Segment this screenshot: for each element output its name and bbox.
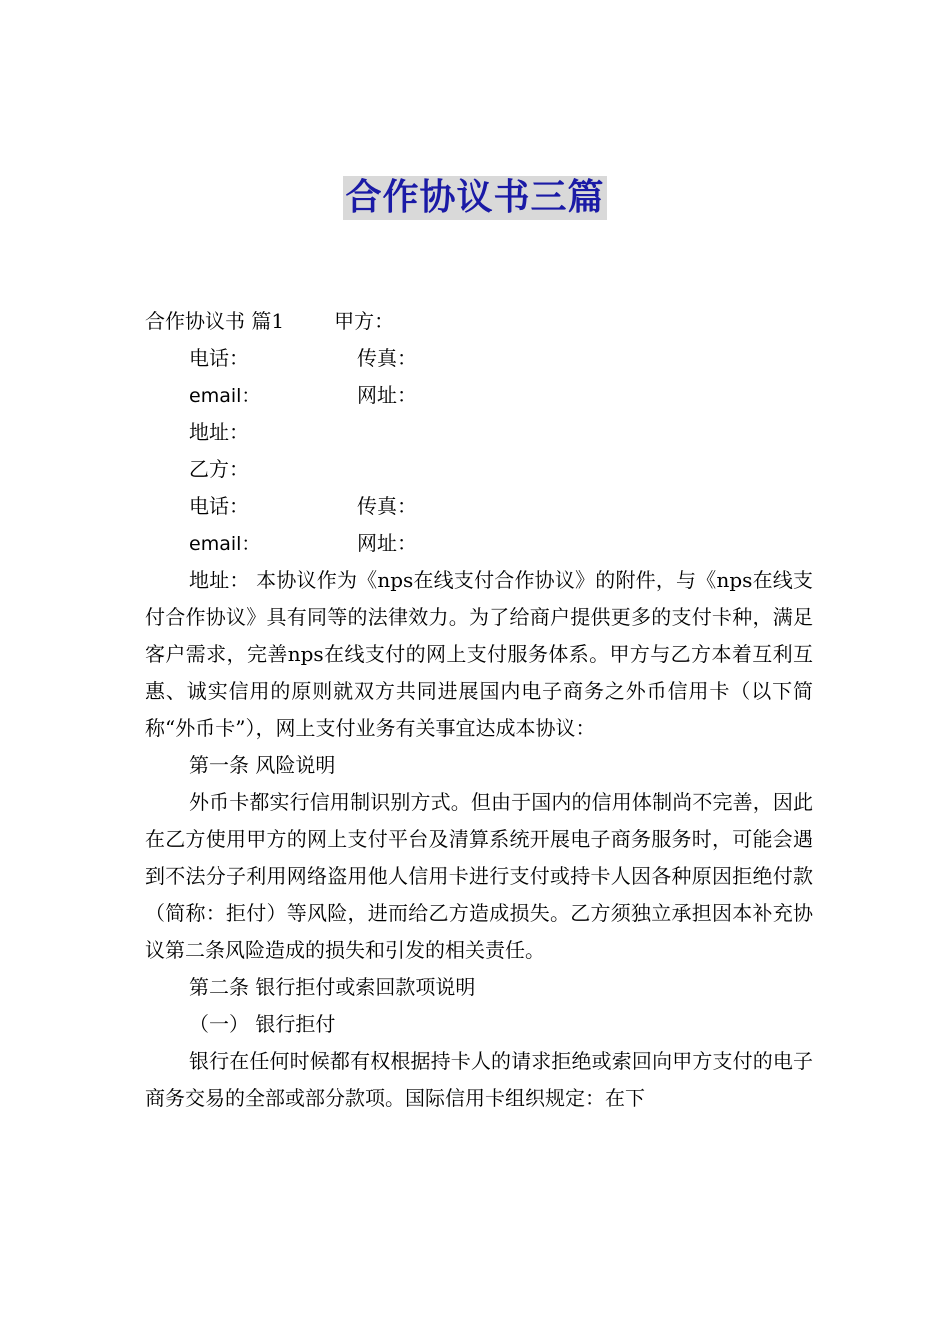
article1-heading: 第一条 风险说明 xyxy=(189,753,336,777)
document-body xyxy=(145,303,813,1117)
party-b-phone-label: 电话： xyxy=(189,494,249,518)
article2-heading: 第二条 银行拒付或索回款项说明 xyxy=(189,975,476,999)
party-b-fax-label: 传真： xyxy=(357,494,417,518)
party-a-email-website-line xyxy=(145,377,813,414)
document-title: 合作协议书三篇 xyxy=(345,177,605,218)
party-b-label: 乙方： xyxy=(189,457,249,481)
intro-paragraph: 地址： 本协议作为《nps在线支付合作协议》的附件，与《nps在线支付合作协议》具有同等的法律效力。为了给商户提供更多的支付卡种，满足客户需求，完善nps在线支付的网上支付服务体系。甲方与乙方本着互利互惠、诚实信用的原则就双方共同进展国内电子商务之外币信用卡（以下简称“外币卡”），网上支付业务有关事宜达成本协议： xyxy=(145,568,813,740)
party-b-email-website-line xyxy=(145,525,813,562)
article2-subheading: （一） 银行拒付 xyxy=(189,1012,336,1036)
party-a-email-label: email： xyxy=(189,385,261,407)
party-a-address-line xyxy=(145,414,813,451)
party-a-fax-label: 传真： xyxy=(357,346,417,370)
article1-paragraph: 外币卡都实行信用制识别方式。但由于国内的信用体制尚不完善，因此在乙方使用甲方的网上支付平台及清算系统开展电子商务服务时，可能会遇到不法分子利用网络盗用他人信用卡进行支付或持卡人因各种原因拒绝付款（简称：拒付）等风险，进而给乙方造成损失。乙方须独立承担因本补充协议第二条风险造成的损失和引发的相关责任。 xyxy=(145,790,813,962)
party-a-website-label: 网址： xyxy=(357,383,417,407)
party-a-label: 甲方： xyxy=(334,309,395,333)
party-b-website-label: 网址： xyxy=(357,531,417,555)
section-label: 合作协议书 篇1 xyxy=(145,309,285,333)
title-container xyxy=(0,176,950,220)
heading-line xyxy=(145,303,813,340)
party-b-phone-fax-line xyxy=(145,488,813,525)
party-b-email-label: email： xyxy=(189,533,261,555)
party-a-phone-label: 电话： xyxy=(189,346,249,370)
article2-paragraph: 银行在任何时候都有权根据持卡人的请求拒绝或索回向甲方支付的电子商务交易的全部或部分款项。国际信用卡组织规定：在下 xyxy=(145,1049,813,1110)
party-b-line xyxy=(145,451,813,488)
party-a-phone-fax-line xyxy=(145,340,813,377)
party-a-address-label: 地址： xyxy=(189,420,249,444)
